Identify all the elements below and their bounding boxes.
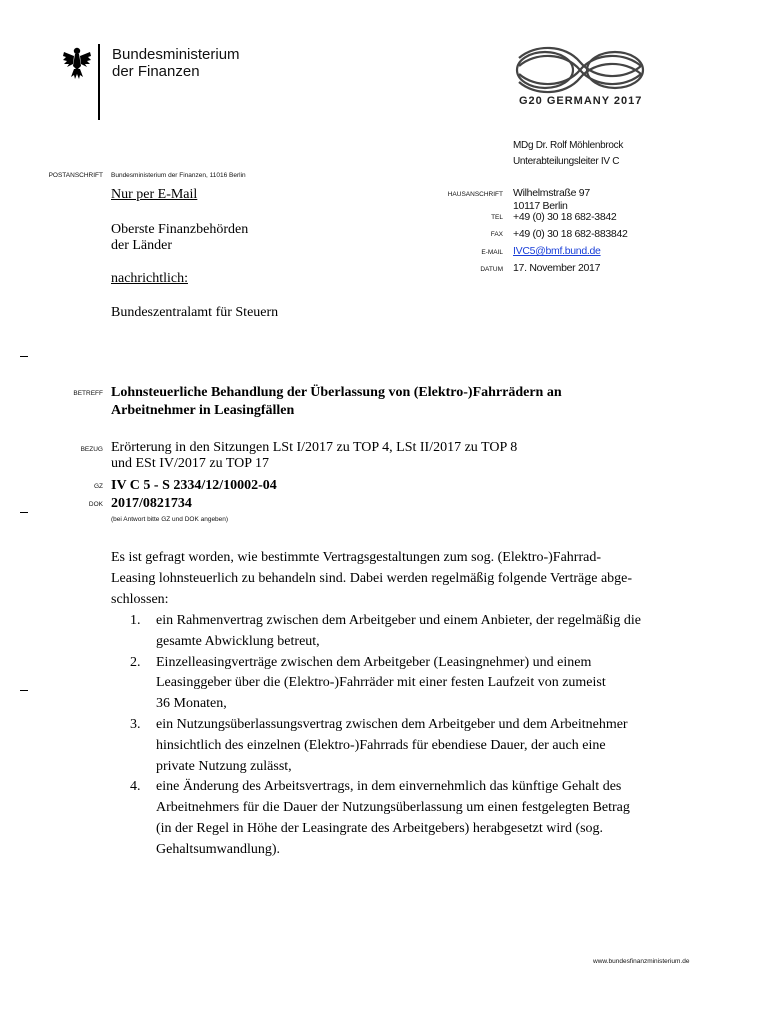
list-item-line: (in der Regel in Höhe der Leasingrate des Arbeitgebers) herabgesetzt wird (sog.	[156, 820, 604, 836]
list-item	[130, 715, 710, 777]
list-item-line: Arbeitnehmers für die Dauer der Nutzungsüberlassung um einen festgelegten Betrag	[156, 800, 630, 816]
list-item-line: gesamte Abwicklung betreut,	[156, 633, 320, 649]
list-item-number: 1.	[130, 613, 141, 628]
footer-website: www.bundesfinanzministerium.de	[593, 958, 690, 965]
dok-label: DOK	[88, 501, 103, 508]
federal-eagle-icon	[62, 44, 92, 84]
contract-list	[130, 611, 710, 861]
subject-line1: Lohnsteuerliche Behandlung der Überlassung von (Elektro-)Fahrrädern an	[111, 385, 562, 400]
street-value: Wilhelmstraße 97	[513, 187, 590, 199]
email-link[interactable]: IVC5@bmf.bund.de	[513, 245, 601, 257]
ministry-logo-text	[112, 46, 240, 80]
list-item	[130, 777, 710, 860]
fold-mark	[20, 690, 28, 691]
list-item-line: Leasinggeber über die (Elektro-)Fahrräder mit einer festen Laufzeit von zumeist	[156, 675, 606, 691]
cc-recipient: Bundeszentralamt für Steuern	[111, 305, 279, 320]
tel-label: TEL	[491, 214, 503, 221]
list-item-line: Einzelleasingverträge zwischen dem Arbeitgeber (Leasingnehmer) und einem	[156, 654, 592, 670]
fax-value: +49 (0) 30 18 682-883842	[513, 228, 628, 240]
bezug-label: BEZUG	[80, 446, 103, 453]
list-item-number: 2.	[130, 654, 141, 670]
datum-value: 17. November 2017	[513, 262, 601, 274]
list-item	[130, 653, 710, 715]
recipient-line2: der Länder	[111, 238, 173, 253]
fold-mark	[20, 356, 28, 357]
postanschrift-label: POSTANSCHRIFT	[48, 172, 103, 179]
list-item-line: hinsichtlich des einzelnen (Elektro-)Fahrrads für ebendiese Dauer, der auch eine	[156, 737, 606, 753]
list-item-number: 4.	[130, 779, 141, 795]
list-item-line: eine Änderung des Arbeitsvertrags, in dem einvernehmlich das künftige Gehalt des	[156, 779, 622, 795]
intro-line1: Es ist gefragt worden, wie bestimmte Vertragsgestaltungen zum sog. (Elektro-)Fahrrad-	[111, 550, 601, 565]
delivery-note: Nur per E-Mail	[111, 187, 198, 202]
fax-label: FAX	[490, 231, 503, 238]
gz-label: GZ	[93, 483, 103, 490]
hausanschrift-label: HAUSANSCHRIFT	[447, 191, 503, 198]
list-item-line: private Nutzung zulässt,	[156, 758, 292, 774]
list-item	[130, 611, 710, 653]
list-item-line: ein Nutzungsüberlassungsvertrag zwischen dem Arbeitgeber und dem Arbeitnehmer	[156, 716, 628, 732]
reference-line2: und ESt IV/2017 zu TOP 17	[111, 456, 270, 471]
subject-line2: Arbeitnehmer in Leasingfällen	[111, 403, 295, 418]
punch-mark	[20, 512, 28, 513]
gz-value: IV C 5 - S 2334/12/10002-04	[111, 478, 277, 493]
intro-line2: Leasing lohnsteuerlich zu behandeln sind. Dabei werden regelmäßig folgende Verträge abge-	[111, 571, 633, 586]
ministry-name-line1: Bundesministerium	[112, 46, 240, 63]
logo-divider	[98, 44, 100, 120]
dok-value: 2017/0821734	[111, 496, 192, 511]
betreff-label: BETREFF	[73, 390, 103, 397]
list-item-line: 36 Monaten,	[156, 696, 227, 712]
list-item-line: ein Rahmenvertrag zwischen dem Arbeitgeber und einem Anbieter, der regelmäßig die	[156, 613, 641, 628]
postanschrift-value: Bundesministerium der Finanzen, 11016 Berlin	[111, 172, 246, 179]
recipient-line1: Oberste Finanzbehörden	[111, 222, 249, 237]
reference-line1: Erörterung in den Sitzungen LSt I/2017 zu TOP 4, LSt II/2017 zu TOP 8	[111, 440, 518, 455]
tel-value: +49 (0) 30 18 682-3842	[513, 211, 617, 223]
sender-name: MDg Dr. Rolf Möhlenbrock	[513, 140, 624, 151]
list-item-number: 3.	[130, 716, 141, 732]
ministry-name-line2: der Finanzen	[112, 63, 200, 80]
datum-label: DATUM	[480, 266, 503, 273]
city-value: 10117 Berlin	[513, 200, 568, 212]
intro-line3: schlossen:	[111, 592, 169, 607]
email-label: E-MAIL	[481, 249, 503, 256]
g20-label: G20 GERMANY 2017	[519, 95, 643, 107]
sender-role: Unterabteilungsleiter IV C	[513, 156, 620, 167]
reference-note: (bei Antwort bitte GZ und DOK angeben)	[111, 516, 229, 523]
cc-label: nachrichtlich:	[111, 271, 188, 286]
list-item-line: Gehaltsumwandlung).	[156, 841, 281, 857]
